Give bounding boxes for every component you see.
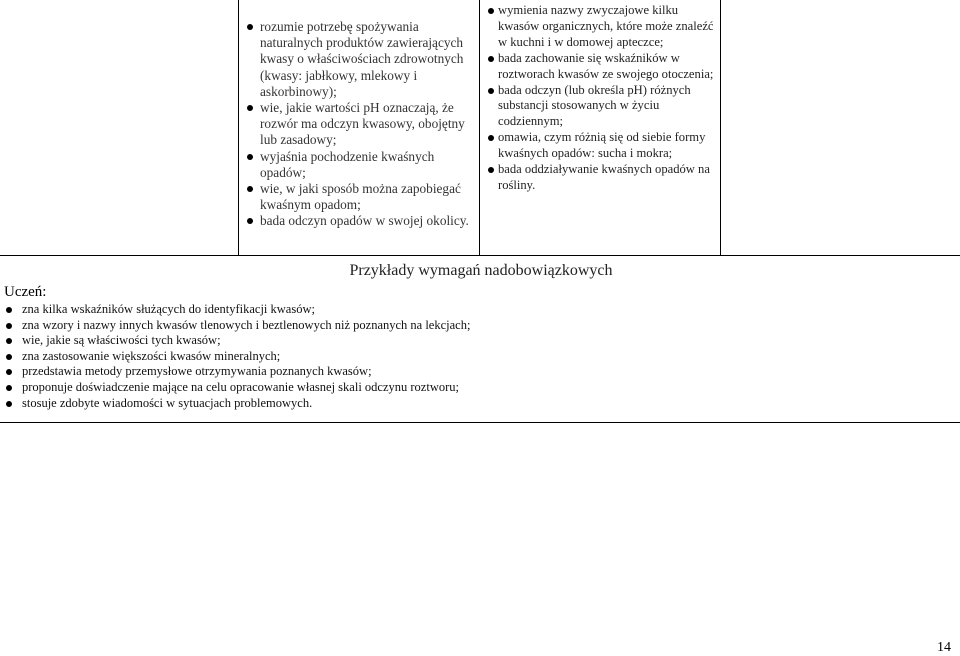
section-bottom-border (0, 422, 960, 423)
list-item: wyjaśnia pochodzenie kwaśnych opadów; (247, 149, 479, 181)
section-title (0, 261, 960, 281)
list-item: bada oddziaływanie kwaśnych opadów na rośliny. (488, 162, 720, 194)
list-item: zna zastosowanie większości kwasów mineralnych; (6, 349, 886, 365)
list-item: wie, jakie wartości pH oznaczają, że rozwór ma odczyn kwasowy, obojętny lub zasadowy; (247, 100, 479, 149)
list-item: bada odczyn opadów w swojej okolicy. (247, 213, 479, 229)
list-item: omawia, czym różnią się od siebie formy kwaśnych opadów: sucha i mokra; (488, 130, 720, 162)
list-item: wymienia nazwy zwyczajowe kilku kwasów organicznych, które może znaleźć w kuchni i w domowej apteczce; (488, 3, 720, 51)
page-number: 14 (937, 640, 951, 655)
extracurricular-requirements-list (6, 302, 886, 411)
list-item: przedstawia metody przemysłowe otrzymywania poznanych kwasów; (6, 364, 886, 380)
list-item: bada odczyn (lub określa pH) różnych substancji stosowanych w życiu codziennym; (488, 83, 720, 131)
table-divider (0, 255, 960, 256)
list-item: stosuje zdobyte wiadomości w sytuacjach problemowych. (6, 396, 886, 412)
list-item: zna wzory i nazwy innych kwasów tlenowych i beztlenowych niż poznanych na lekcjach; (6, 318, 886, 334)
list-item: zna kilka wskaźników służących do identyfikacji kwasów; (6, 302, 886, 318)
table-border-right (720, 0, 721, 255)
section-title-text: Przykłady wymagań nadobowiązkowych (349, 262, 613, 279)
list-item: bada zachowanie się wskaźników w roztworach kwasów ze swojego otoczenia; (488, 51, 720, 83)
list-item: rozumie potrzebę spożywania naturalnych produktów zawierających kwasy o właściwościach zdrowotnych (kwasy: jabłkowy, mlekowy i askorbinowy); (247, 19, 479, 100)
table-border-middle (479, 0, 480, 255)
list-item: proponuje doświadczenie mające na celu opracowanie własnej skali odczynu roztworu; (6, 380, 886, 396)
requirements-column-2 (247, 19, 479, 230)
pupil-label: Uczeń: (4, 284, 47, 300)
list-item: wie, w jaki sposób można zapobiegać kwaśnym opadom; (247, 181, 479, 213)
requirements-column-3 (488, 3, 720, 194)
list-item: wie, jakie są właściwości tych kwasów; (6, 333, 886, 349)
table-border-left (238, 0, 239, 255)
